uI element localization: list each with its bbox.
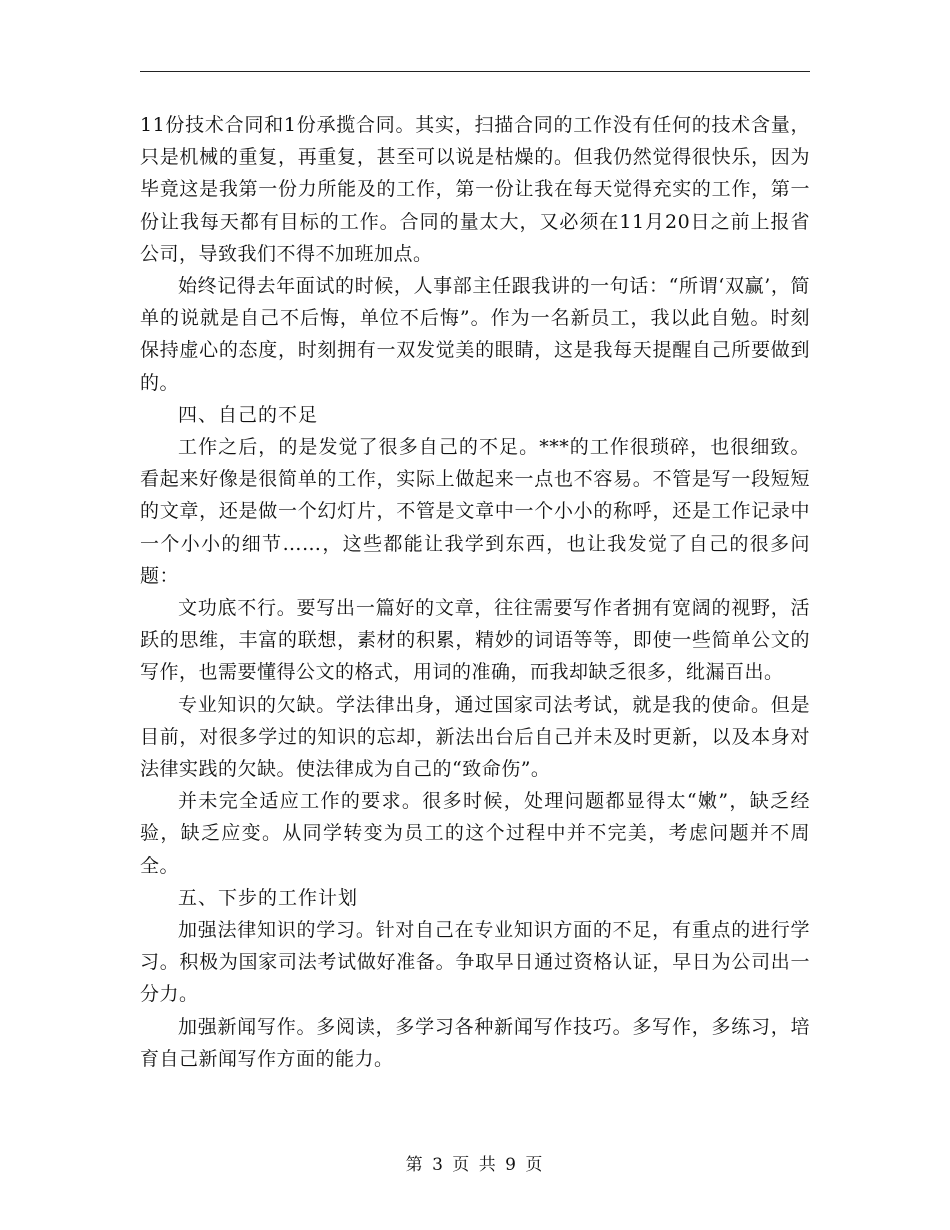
section-heading-5: 五、下步的工作计划 [178,886,359,909]
paragraph-5: 专业知识的欠缺。学法律出身，通过国家司法考试，就是我的使命。但是目前，对很多学过的知识的忘却，新法出台后自己并未及时更新，以及本身对法律实践的欠缺。使法律成为自己的“致命伤”。 [140,693,810,781]
paragraph-2: 始终记得去年面试的时候，人事部主任跟我讲的一句话：“所谓‘双赢’，简单的说就是自己不后悔，单位不后悔”。作为一名新员工，我以此自勉。时刻保持虚心的态度，时刻拥有一双发觉美的眼睛，这是我每天提醒自己所要做到的。 [140,275,810,394]
document-body [140,109,810,1075]
paragraph-7: 加强法律知识的学习。针对自己在专业知识方面的不足，有重点的进行学习。积极为国家司法考试做好准备。争取早日通过资格认证，早日为公司出一分力。 [140,919,810,1006]
paragraph-3: 工作之后，的是发觉了很多自己的不足。***的工作很琐碎，也很细致。看起来好像是很简单的工作，实际上做起来一点也不容易。不管是写一段短短的文章，还是做一个幻灯片，不管是文章中一个小小的称呼，还是工作记录中一个小小的细节……，这些都能让我学到东西，也让我发觉了自己的很多问题： [140,436,810,587]
section-heading-4: 四、自己的不足 [178,403,319,426]
paragraph-6: 并未完全适应工作的要求。很多时候，处理问题都显得太“嫩”，缺乏经验，缺乏应变。从同学转变为员工的这个过程中并不完美，考虑问题并不周全。 [140,790,810,877]
paragraph-4: 文功底不行。要写出一篇好的文章，往往需要写作者拥有宽阔的视野，活跃的思维，丰富的联想，素材的积累，精妙的词语等等，即使一些简单公文的写作，也需要懂得公文的格式，用词的准确，而我却缺乏很多，纰漏百出。 [140,597,810,684]
page-number-footer: 第 3 页 共 9 页 [405,1155,545,1175]
paragraph-8: 加强新闻写作。多阅读，多学习各种新闻写作技巧。多写作，多练习，培育自己新闻写作方面的能力。 [140,1015,810,1070]
paragraph-1: 11份技术合同和1份承揽合同。其实，扫描合同的工作没有任何的技术含量，只是机械的重复，再重复，甚至可以说是枯燥的。但我仍然觉得很快乐，因为毕竟这是我第一份力所能及的工作，第一份让我在每天觉得充实的工作，第一份让我每天都有目标的工作。合同的量太大，又必须在11月20日之前上报省公司，导致我们不得不加班加点。 [140,114,810,265]
header-rule [140,71,810,72]
